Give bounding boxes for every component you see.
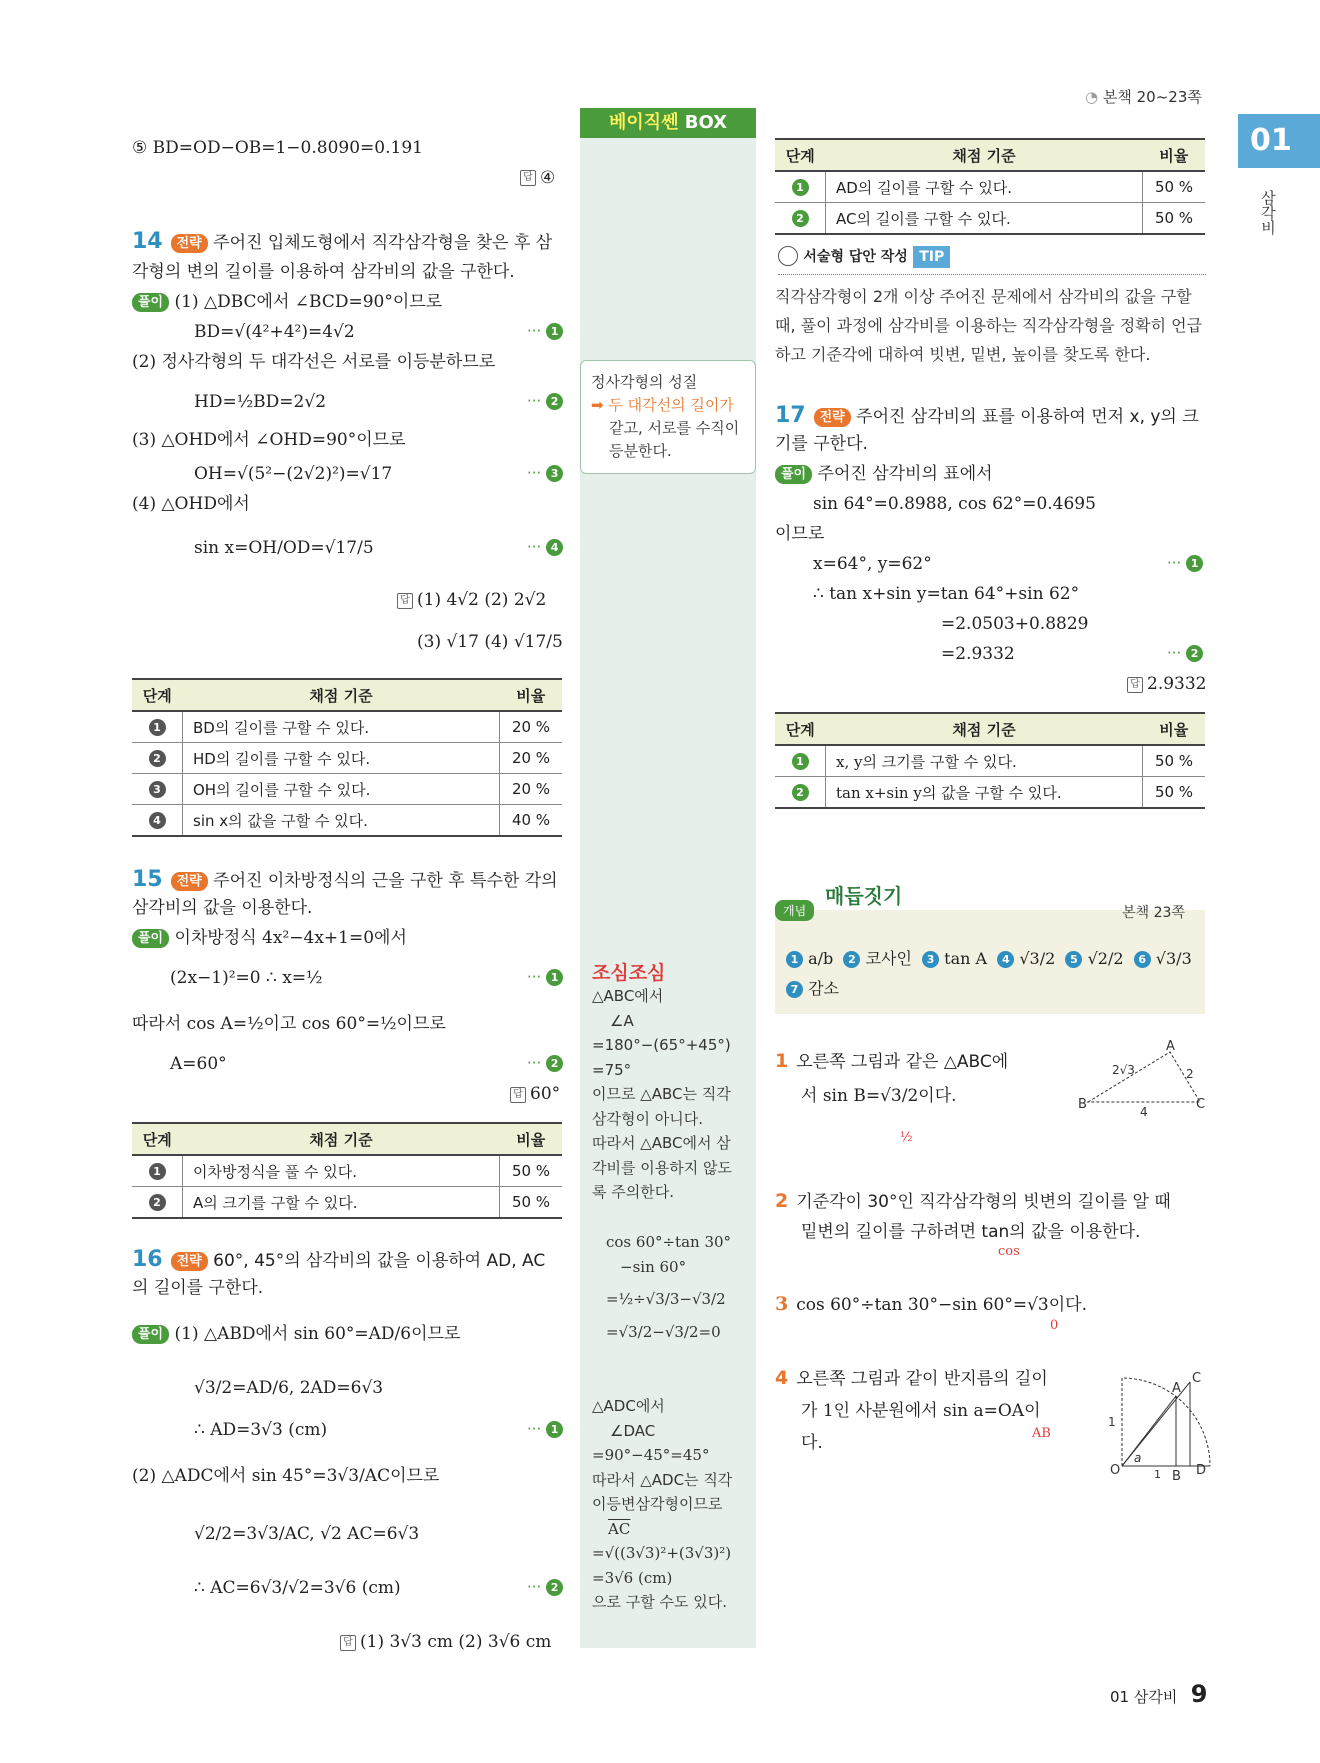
tf-2: 2 기준각이 30°인 직각삼각형의 빗변의 길이를 알 때 밑변의 길이를 구하려면 tan의 값을 이용한다. [775, 1190, 1171, 1242]
footer: 01 삼각비 9 [1110, 1680, 1208, 1708]
side-label-BC: 4 [1140, 1105, 1148, 1119]
q15-score-table: 단계 채점 기준 비율 1 이차방정식을 풀 수 있다. 50 % 2 A의 크기를 구할 수 있다. 50 % [132, 1122, 562, 1219]
label-B: B [1078, 1097, 1087, 1112]
step-1-marker: 1 [546, 323, 563, 340]
q14-block: 14 전략 주어진 입체도형에서 직각삼각형을 찾은 후 삼 각형의 변의 길이를 이용하여 삼각비의 값을 구한다. 풀이 (1) △DBC에서 ∠BCD=90°이므로 BD=√(4²+4²)=4√2 ··· 1 (2) 정사각형의 두 대각선은 서로를 이등분하므로 HD=½BD=2√2 ··· 2 (3) △OHD에서 ∠OHD=90°이므로 OH=√(5²−(2√2)²)=√17 ··· 3 (4) △OHD에서 sin x=OH/OD=√17/5 ··· 4 답 (1) 4√2 (2) 2√2 (3) √17 (4) √17/5 [132, 229, 563, 652]
side-calc: cos 60°÷tan 30° −sin 60° =½÷√3/3−√3/2 =√3/2−√3/2=0 [606, 1233, 732, 1341]
chapter-side-label: 삼각비 [1259, 190, 1277, 235]
label-D: D [1196, 1463, 1207, 1478]
step-2-marker: 2 [546, 393, 563, 410]
side-title: 베이직쎈 BOX [580, 108, 756, 138]
q16-block: 16 전략 60°, 45°의 삼각비의 값을 이용하여 AD, AC 의 길이를 구한다. 풀이 (1) △ABD에서 sin 60°=AD/6이므로 √3/2=AD/6, 2AD=6√3 ∴ AD=3√3 (cm) ··· 1 (2) △ADC에서 sin 45°=3√3/AC이므로 √2/2=3√3/AC, √2 AC=6√3 ∴ AC=6√3/√2=3√6 (cm) ··· 2 답 (1) 3√3 cm (2) 3√6 cm [132, 1248, 572, 1658]
angle-a: a [1134, 1451, 1142, 1465]
table-row: 1 x, y의 크기를 구할 수 있다. 50 % [775, 745, 1205, 777]
q17-score-table: 단계 채점 기준 비율 1 x, y의 크기를 구할 수 있다. 50 % 2 tan x+sin y의 값을 구할 수 있다. 50 % [775, 712, 1205, 809]
tip-text: 직각삼각형이 2개 이상 주어진 문제에서 삼각비의 값을 구할 때, 풀이 과정에 삼각비를 이용하는 직각삼각형을 정확히 언급 하고 기준각에 대하여 빗변, 밑변, 높이를 찾도록 한다. [775, 287, 1203, 364]
tf-1-correction: ½ [900, 1130, 913, 1145]
q16-score-table: 단계 채점 기준 비율 1 AD의 길이를 구할 수 있다. 50 % 2 AC의 길이를 구할 수 있다. 50 % [775, 138, 1205, 235]
label-A: A [1166, 1040, 1175, 1054]
tf-3: 3 cos 60°÷tan 30°−sin 60°=√3이다. [775, 1293, 1087, 1315]
label-C: C [1192, 1371, 1202, 1386]
base-label: 1 [1154, 1468, 1161, 1480]
strategy-tag: 전략 [171, 234, 208, 253]
owl-icon [778, 246, 798, 266]
table-row: 3 OH의 길이를 구할 수 있다. 20 % [132, 774, 562, 805]
table-row: 2 A의 크기를 구할 수 있다. 50 % [132, 1187, 562, 1219]
triangle-figure [1078, 1040, 1208, 1120]
step-3-marker: 3 [546, 465, 563, 482]
top-answer: 답 ④ [520, 168, 555, 188]
refresh-icon: ◔ [1085, 88, 1099, 106]
label-A: A [1172, 1381, 1181, 1396]
tf-4-correction: AB [1032, 1426, 1051, 1441]
q14-number: 14 [132, 229, 163, 254]
tf-3-correction: 0 [1050, 1318, 1059, 1333]
tf-4: 4 오른쪽 그림과 같이 반지름의 길이 가 1인 사분원에서 sin a=OA이 다. [775, 1367, 1048, 1453]
quarter-circle-figure [1102, 1370, 1212, 1480]
table-row: 2 HD의 길이를 구할 수 있다. 20 % [132, 743, 562, 774]
side-label-AC: 2 [1186, 1067, 1194, 1081]
concept-answers: 1 a/b 2 코사인 3 tan A 4 √3/2 5 √2/2 6 √3/3 7 감소 [786, 944, 1192, 1004]
q15-block: 15 전략 주어진 이차방정식의 근을 구한 후 특수한 각의 삼각비의 값을 이용한다. 풀이 이차방정식 4x²−4x+1=0에서 (2x−1)²=0 ∴ x=½ ··· 1 따라서 cos A=½이고 cos 60°=½이므로 A=60° ··· 2 답 60° [132, 868, 572, 1108]
concept-header: 개념 매듭짓기 본책 23쪽 [775, 880, 1205, 924]
radius-label: 1 [1108, 1415, 1116, 1429]
tf-2-correction: cos [998, 1244, 1020, 1259]
solution-tag: 풀이 [132, 293, 169, 312]
side-adc-note: △ADC에서 ∠DAC =90°−45°=45° 따라서 △ADC는 직각 이등변삼각형이므로 $\overline{AC}$ =√((3√3)²+(3√3)²) =3√6 (cm) 으로 구할 수도 있다. [592, 1397, 733, 1611]
side-label-AB: 2√3 [1112, 1063, 1135, 1077]
table-row: 2 AC의 길이를 구할 수 있다. 50 % [775, 203, 1205, 235]
label-O: O [1110, 1463, 1121, 1478]
label-C: C [1196, 1097, 1206, 1112]
q14-score-table: 단계 채점 기준 비율 1 BD의 길이를 구할 수 있다. 20 % 2 HD의 길이를 구할 수 있다. 20 % 3 OH의 길이를 구할 수 있다. 20 % 4 sin x의 값을 구할 수 있다. 40 % [132, 678, 562, 837]
caution-note: △ABC에서 ∠A =180°−(65°+45°) =75° 이므로 △ABC는 직각 삼각형이 아니다. 따라서 △ABC에서 삼 각비를 이용하지 않도 록 주의한다. [592, 987, 732, 1201]
caution-label: 조심조심 [592, 962, 666, 984]
chapter-tab[interactable]: 01 [1238, 114, 1320, 168]
table-row: 1 이차방정식을 풀 수 있다. 50 % [132, 1155, 562, 1187]
table-row: 2 tan x+sin y의 값을 구할 수 있다. 50 % [775, 777, 1205, 809]
q17-block: 17 전략 주어진 삼각비의 표를 이용하여 먼저 x, y의 크 기를 구한다. 풀이 주어진 삼각비의 표에서 sin 64°=0.8988, cos 62°=0.4695 이므로 x=64°, y=62° ··· 1 ∴ tan x+sin y=tan 64°+sin 62° =2.0503+0.8829 =2.9332 ··· 2 답 2.9332 [775, 403, 1207, 694]
top-line: ⑤ BD=OD−OB=1−0.8090=0.191 [132, 138, 423, 158]
table-row: 4 sin x의 값을 구할 수 있다. 40 % [132, 805, 562, 837]
table-row: 1 BD의 길이를 구할 수 있다. 20 % [132, 711, 562, 743]
page-ref: ◔ 본책 20~23쪽 [1085, 88, 1202, 106]
tf-1: 1 오른쪽 그림과 같은 △ABC에 서 sin B=√3/2이다. [775, 1050, 1009, 1106]
answer-icon: 답 [520, 170, 536, 186]
table-row: 1 AD의 길이를 구할 수 있다. 50 % [775, 171, 1205, 203]
step-4-marker: 4 [546, 539, 563, 556]
tip-header: 서술형 답안 작성 TIP [778, 246, 1206, 275]
side-note-box: 정사각형의 성질 ➡ 두 대각선의 길이가 같고, 서로를 수직이 등분한다. [580, 360, 756, 474]
label-B: B [1172, 1469, 1181, 1480]
